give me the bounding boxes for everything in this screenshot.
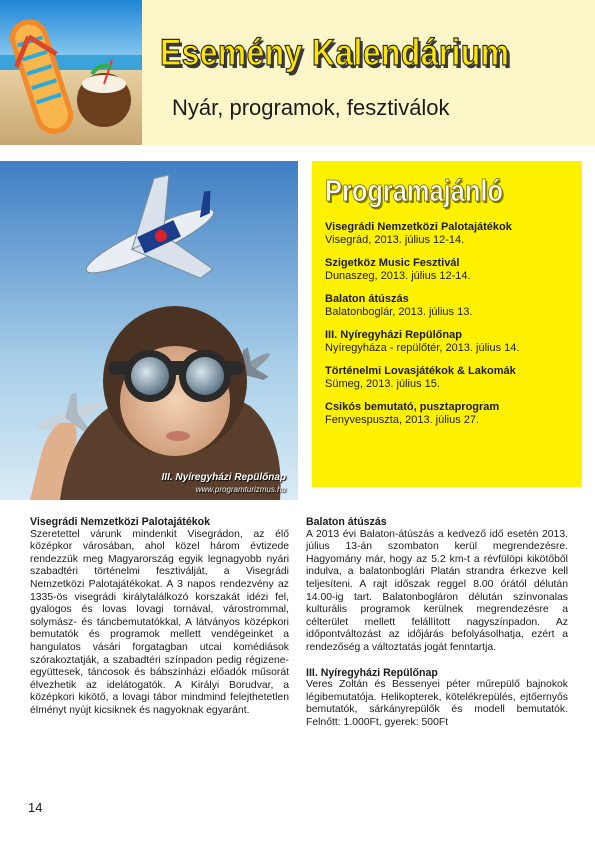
program-item — [325, 365, 574, 391]
page-subtitle: Nyár, programok, fesztiválok — [172, 95, 450, 120]
beach-illustration — [0, 0, 142, 145]
program-item-name: Szigetköz Music Fesztivál — [325, 257, 460, 269]
program-item — [325, 329, 574, 355]
article-heading: Balaton átúszás — [306, 516, 387, 528]
header — [0, 0, 595, 145]
article-body: Szeretettel várunk mindenkit Visegrádon, az élő középkor városában, ahol közel három évtizede rendezzük meg Magyarország egyik legnagyobb nyári szabadtéri történelmi fesztiválját, a Visegrádi Nemzetközi Palotajátékokat. A 3 napos rendezvény az 1335-ös visegrádi királytalálkozó korszakát idézi fel, gyalogos és lovas lovagi tornával, várostrommal, solymász- és táncbemutatókkal, A látványos középkori bemutatók és programok mellett vendégeinket a hangulatos vásári forgatagban utcai komédiások szórakoztatják, a szabadtéri színpadon pedig régizene-együttesek, táncosok és bábszínházi előadók műsorát élvezhetik az idelátogatók. A Királyi Borudvar, a középkori kikötő, a lovagi tábor mindmind felejthetetlen élményt nyújt kicsiknek és nagyoknak egyaránt. — [30, 528, 289, 716]
airshow-photo — [0, 161, 298, 500]
page-title: Esemény Kalendárium — [160, 32, 510, 73]
program-item-name: Történelmi Lovasjátékok & Lakomák — [325, 365, 516, 377]
program-item — [325, 221, 574, 247]
program-item-name: Balaton átúszás — [325, 293, 409, 305]
program-box — [312, 161, 582, 487]
program-item-detail: Dunaszeg, 2013. július 12-14. — [325, 270, 471, 282]
program-item-detail: Sümeg, 2013. július 15. — [325, 378, 440, 390]
photo-url: www.programturizmus.hu — [195, 485, 286, 494]
program-item-detail: Fenyvespuszta, 2013. július 27. — [325, 414, 480, 426]
article-heading: Visegrádi Nemzetközi Palotajátékok — [30, 516, 210, 528]
photo-caption: III. Nyíregyházi Repülőnap — [161, 472, 286, 483]
program-item-name: Visegrádi Nemzetközi Palotajátékok — [325, 221, 512, 233]
program-item-detail: Visegrád, 2013. július 12-14. — [325, 234, 465, 246]
program-item-detail: Balatonboglár, 2013. július 13. — [325, 306, 473, 318]
article-heading: III. Nyíregyházi Repülőnap — [306, 666, 438, 679]
program-item — [325, 401, 574, 427]
article-column-left — [30, 516, 289, 730]
article-column-right — [306, 516, 568, 742]
program-item — [325, 293, 574, 319]
program-item — [325, 257, 574, 283]
article-body: Veres Zoltán és Bessenyei péter műrepülő bajnokok légibemutatója. Helikopterek, kötelékrepülés, ejtőernyős bemutatók, sárkányrepülők és modell bemutatók. Felnőtt: 1.000Ft, gyerek: 500Ft — [306, 679, 568, 728]
page-number: 14 — [28, 800, 43, 815]
program-item-detail: Nyíregyháza - repülőtér, 2013. július 14. — [325, 342, 520, 354]
article-body: A 2013 évi Balaton-átúszás a kedvező idő esetén 2013. július 13-án szombaton kerül megrendezésre. Hagyomány már, hogy az 5.2 km-t a révfülöpi kikötőből indulva, a balatonboglári Platán strandra érkezve kell teljesíteni. A rajt időszak reggel 8.00 órától délután 14.00-ig tart. Balatonbogláron délután színvonalas kulturális programok kerülnek megrendezésre a célterület mellett felállított nagyszínpadon. Az időpontváltozást az időjárás befolyásolhatja, ezért a rendezőség a változtatás jogát fenntartja. — [306, 528, 568, 653]
program-box-title: Programajánló — [325, 173, 503, 208]
program-item-name: Csikós bemutató, pusztaprogram — [325, 401, 500, 413]
program-item-name: III. Nyíregyházi Repülőnap — [325, 329, 462, 341]
